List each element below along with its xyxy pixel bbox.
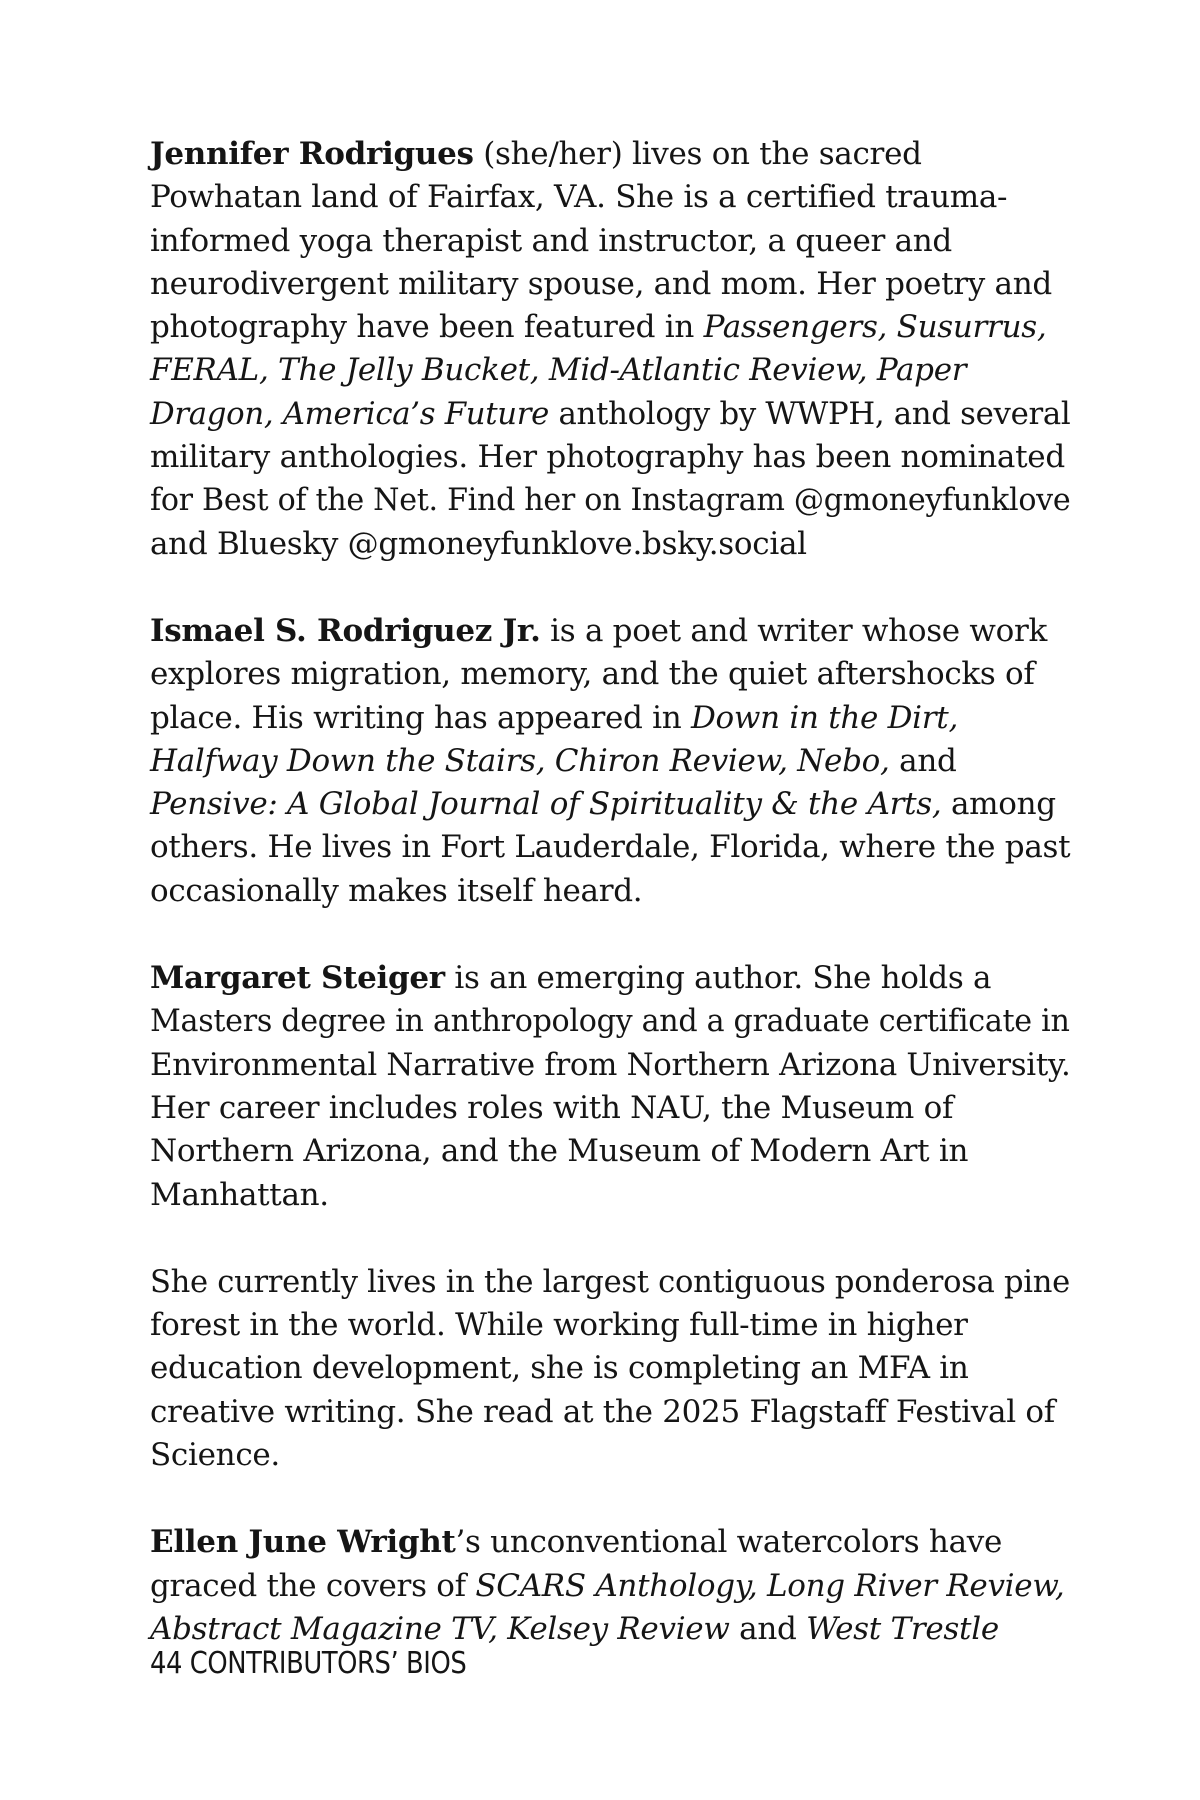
text-run: military anthologies. Her photography has been nominated [150, 439, 1065, 476]
text-run: for Best of the Net. Find her on Instagram @gmoneyfunklove [150, 482, 1071, 519]
text-run: education development, she is completing an MFA in [150, 1350, 969, 1387]
publication-title: Passengers, Susurrus, [703, 309, 1047, 346]
publication-title: Halfway Down the Stairs, Chiron Review, Nebo, [150, 742, 890, 779]
text-line [150, 653, 1070, 696]
text-line [150, 697, 1070, 740]
text-run: Powhatan land of Fairfax, VA. She is a certified trauma- [150, 179, 1008, 216]
text-line [150, 176, 1070, 219]
text-line [150, 1174, 1070, 1217]
text-line [150, 1304, 1070, 1347]
text-run: (she/her) lives on the sacred [473, 136, 922, 172]
text-run: Environmental Narrative from Northern Arizona University. [150, 1046, 1071, 1083]
publication-title: Abstract Magazine TV, Kelsey Review [150, 1610, 730, 1647]
text-run: Science. [150, 1437, 280, 1474]
text-run: is an emerging author. She holds a [444, 960, 992, 997]
text-line [150, 306, 1070, 349]
bio-paragraph [150, 610, 1070, 913]
text-line [150, 826, 1070, 869]
text-run: others. He lives in Fort Lauderdale, Florida, where the past [150, 829, 1071, 866]
text-line [150, 1608, 1070, 1651]
text-line [150, 1044, 1071, 1087]
text-run: occasionally makes itself heard. [150, 872, 643, 909]
text-line [150, 1130, 1070, 1173]
text-line [150, 479, 1071, 522]
text-line [150, 1434, 1070, 1477]
text-run: Masters degree in anthropology and a graduate certificate in [150, 1003, 1070, 1040]
publication-title: Down in the Dirt, [690, 699, 959, 736]
publication-title: Pensive: A Global Journal of Spirituality & the Arts, [150, 786, 942, 823]
publication-title: FERAL, The Jelly Bucket, Mid-Atlantic Review, Paper [150, 352, 967, 389]
text-run: and Bluesky @gmoneyfunklove.bsky.social [150, 525, 807, 562]
text-line [150, 1391, 1070, 1434]
text-run: anthology by WWPH, and several [549, 395, 1071, 432]
text-line [150, 349, 1070, 392]
text-run: is a poet and writer whose work [540, 612, 1048, 649]
text-line [150, 220, 1070, 263]
text-run: creative writing. She read at the 2025 Flagstaff Festival of [150, 1393, 1055, 1430]
text-run: and [889, 742, 957, 779]
text-line [150, 1087, 1070, 1130]
contributor-name: Ellen June Wright [150, 1524, 456, 1561]
text-line [150, 870, 1070, 913]
text-run: She currently lives in the largest contiguous ponderosa pine [150, 1263, 1070, 1300]
text-line [150, 393, 1071, 436]
text-line [150, 263, 1070, 306]
text-run: neurodivergent military spouse, and mom. Her poetry and [150, 265, 1052, 302]
publication-title: SCARS Anthology, Long River Review, [475, 1567, 1065, 1604]
text-run: among [941, 786, 1056, 823]
text-line [150, 610, 1070, 653]
text-run: forest in the world. While working full-time in higher [150, 1307, 968, 1344]
text-line [150, 436, 1070, 479]
text-line [150, 133, 1070, 176]
text-run: and [729, 1610, 807, 1647]
text-run: informed yoga therapist and instructor, a queer and [150, 222, 952, 259]
text-run: Northern Arizona, and the Museum of Modern Art in [150, 1133, 969, 1170]
section-title: CONTRIBUTORS’ BIOS [189, 1646, 467, 1681]
text-line [150, 1565, 1070, 1608]
page-footer [150, 1646, 466, 1682]
text-run: graced the covers of [150, 1567, 476, 1604]
text-run: photography have been featured in [150, 309, 704, 346]
text-line [150, 783, 1070, 826]
text-line [150, 1261, 1070, 1304]
page-number: 44 [150, 1646, 182, 1681]
text-line [150, 1000, 1070, 1043]
contributors-bios-text [150, 133, 1070, 1695]
contributor-name: Margaret Steiger [150, 960, 445, 997]
contributor-name: Ismael S. Rodriguez Jr. [150, 612, 541, 649]
text-line [150, 523, 1070, 566]
publication-title: West Trestle [806, 1610, 999, 1647]
contributor-name: Jennifer Rodrigues [150, 136, 474, 172]
bio-paragraph [150, 133, 1070, 566]
bio-paragraph [150, 1521, 1070, 1651]
text-line [150, 1521, 1070, 1564]
text-line [150, 1347, 1070, 1390]
text-run: Manhattan. [150, 1176, 329, 1213]
text-run: place. His writing has appeared in [150, 699, 691, 736]
publication-title: Dragon, America’s Future [150, 395, 550, 432]
text-run: ’s unconventional watercolors have [455, 1524, 1003, 1561]
bio-paragraph [150, 1261, 1070, 1477]
bio-paragraph [150, 957, 1070, 1217]
text-run: explores migration, memory, and the quiet aftershocks of [150, 656, 1035, 693]
text-line [150, 740, 1070, 783]
text-run: Her career includes roles with NAU, the Museum of [150, 1089, 954, 1126]
text-line [150, 957, 1070, 1000]
